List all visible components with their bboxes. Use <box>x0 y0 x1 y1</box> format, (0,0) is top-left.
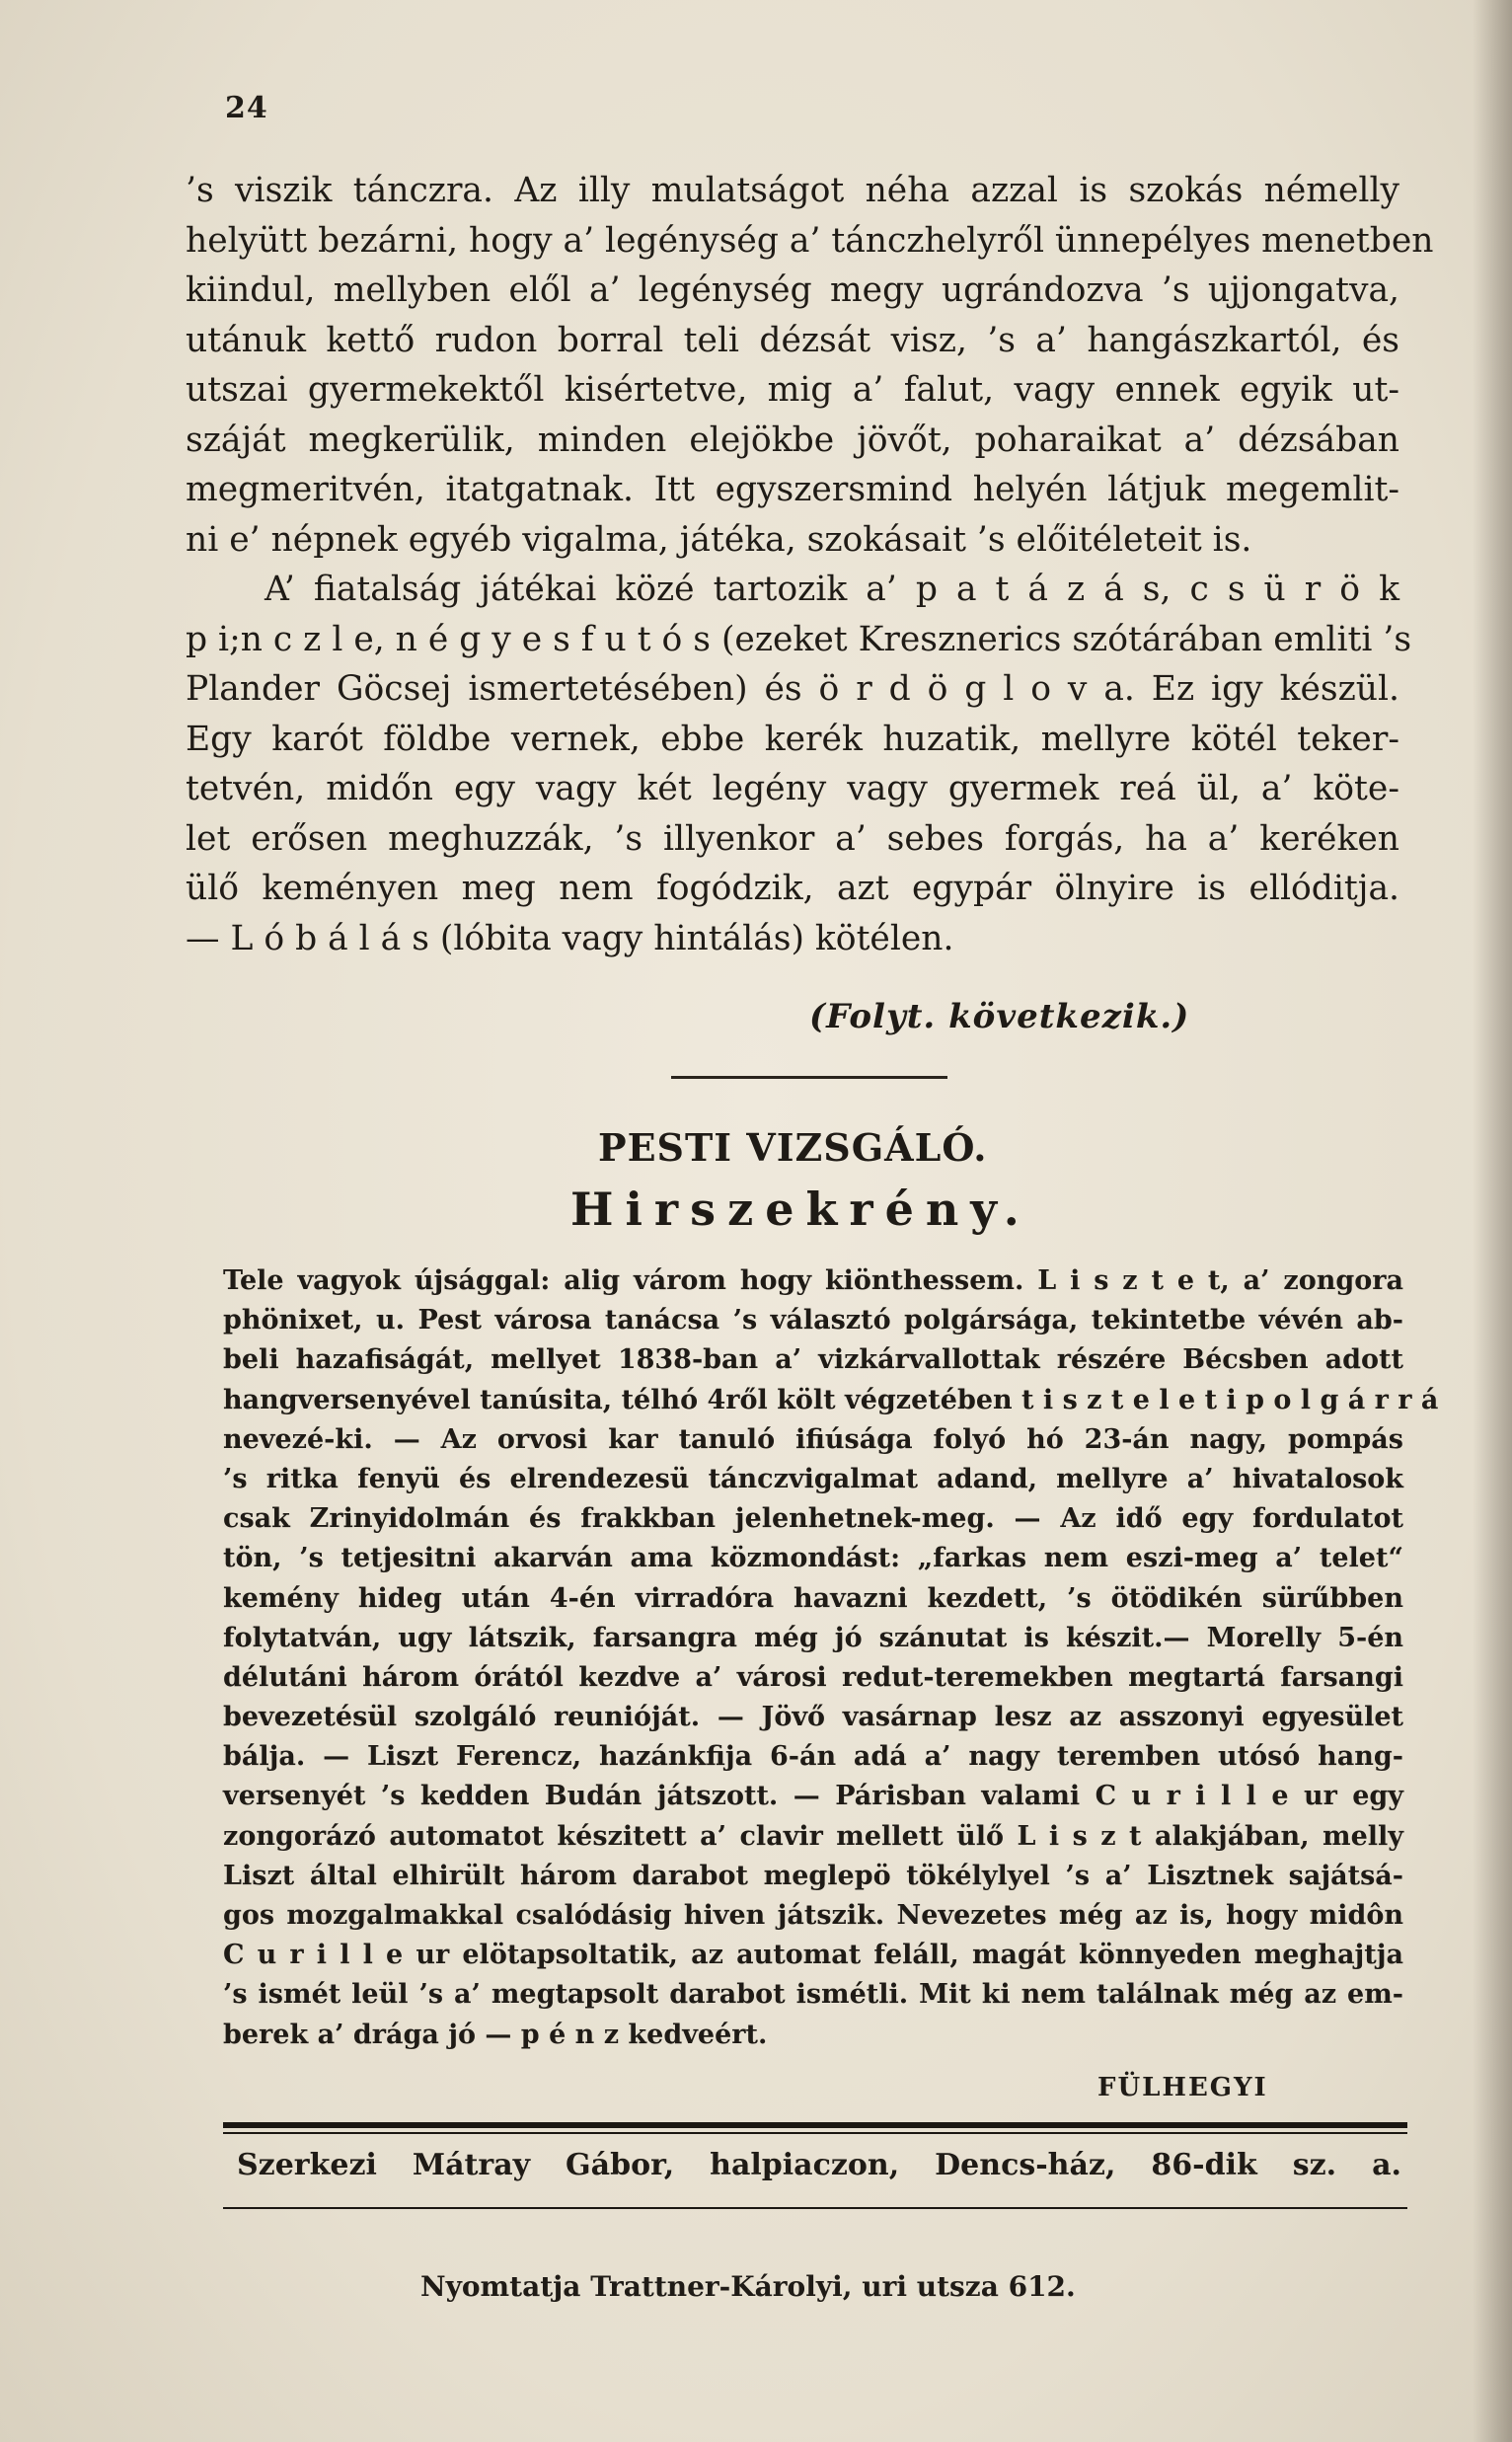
news-line: hangversenyével tanúsita, télhó 4ről költ végzetében t i s z t e l e t i p o l g á r r á <box>223 1384 1439 1415</box>
body-line: let erősen meghuzzák, ’s illyenkor a’ sebes forgás, ha a’ keréken <box>186 818 1399 859</box>
body-line: ülő keményen meg nem fogódzik, azt egypár ölnyire is ellóditja. <box>186 869 1399 908</box>
page-edge-shadow <box>1473 0 1512 2442</box>
news-line: kemény hideg után 4-én virradóra havazni kezdett, ’s ötödikén sürűbben <box>223 1582 1403 1614</box>
body-line: utánuk kettő rudon borral teli dézsát visz, ’s a’ hangászkartól, és <box>186 320 1399 360</box>
body-line: utszai gyermekektől kisértetve, mig a’ falut, vagy ennek egyik ut- <box>186 370 1399 410</box>
news-line: phönixet, u. Pest városa tanácsa ’s választó polgársága, tekintetbe vévén ab- <box>223 1305 1403 1336</box>
news-line: bevezetésül szolgáló reunióját. — Jövő vasárnap lesz az asszonyi egyesület <box>223 1702 1403 1733</box>
body-line: helyütt bezárni, hogy a’ legénység a’ tánczhelyről ünnepélyes menetben <box>186 220 1434 261</box>
body-line: A’ fiatalság játékai közé tartozik a’ p a t á z á s, c s ü r ö k <box>265 570 1399 609</box>
news-line: csak Zrinyidolmán és frakkban jelenhetnek-meg. — Az idő egy fordulatot <box>223 1503 1403 1535</box>
editor-imprint: Szerkezi Mátray Gábor, halpiaczon, Dencs-ház, 86-dik sz. a. <box>237 2148 1401 2182</box>
news-line: zongorázó automatot készitett a’ clavir mellett ülő L i s z t alakjában, melly <box>223 1820 1403 1852</box>
news-line: Liszt által elhirült három darabot meglepö tökélylyel ’s a’ Lisztnek sajátsá- <box>223 1860 1403 1891</box>
body-line: p i;n c z l e, n é g y e s f u t ó s (ezeket Kresznerics szótárában emliti ’s <box>186 619 1412 659</box>
continued-note: (Folyt. következik.) <box>809 997 1190 1036</box>
printer-imprint: Nyomtatja Trattner-Károlyi, uri utsza 612. <box>420 2270 1076 2303</box>
section-subheading: Hirszekrény. <box>570 1183 1031 1236</box>
body-line: ni e’ népnek egyéb vigalma, játéka, szokásait ’s előitéleteit is. <box>186 519 1252 560</box>
news-line: folytatván, ugy látszik, farsangra még jó szánutat is készit.— Morelly 5-én <box>223 1622 1403 1653</box>
footer-rule-thin <box>223 2132 1407 2134</box>
news-line: ’s ismét leül ’s a’ megtapsolt darabot ismétli. Mit ki nem találnak még az em- <box>223 1979 1403 2011</box>
article-body <box>186 166 1434 963</box>
body-line: megmeritvén, itatgatnak. Itt egyszersmind helyén látjuk megemlit- <box>186 470 1399 509</box>
body-line: ’s viszik tánczra. Az illy mulatságot néha azzal is szokás némelly <box>186 171 1399 210</box>
news-line: délutáni három órától kezdve a’ városi redut-teremekben megtartá farsangi <box>223 1661 1403 1693</box>
body-line: Plander Göcsej ismertetésében) és ö r d ö g l o v a. Ez igy készül. <box>186 669 1399 709</box>
body-line: Egy karót földbe vernek, ebbe kerék huzatik, mellyre kötél teker- <box>186 719 1399 759</box>
footer-rule-thick <box>223 2122 1407 2128</box>
news-line: nevezé-ki. — Az orvosi kar tanuló ifiúsága folyó hó 23-án nagy, pompás <box>223 1423 1403 1455</box>
body-line: — L ó b á l á s (lóbita vagy hintálás) kötélen. <box>186 918 954 958</box>
news-line: bálja. — Liszt Ferencz, hazánkfija 6-án adá a’ nagy teremben utósó hang- <box>223 1741 1403 1773</box>
page-number: 24 <box>225 91 268 125</box>
news-line: Tele vagyok újsággal: alig várom hogy kiönthessem. L i s z t e t, a’ zongora <box>223 1265 1403 1296</box>
section-heading: PESTI VIZSGÁLÓ. <box>598 1125 988 1170</box>
news-column <box>223 1261 1439 2055</box>
author-signature: FÜLHEGYI <box>1097 2073 1268 2102</box>
news-line: berek a’ drága jó — p é n z kedveért. <box>223 2019 768 2050</box>
news-line: ’s ritka fenyü és elrendezesü tánczvigalmat adand, mellyre a’ hivatalosok <box>223 1463 1403 1494</box>
news-line: tön, ’s tetjesitni akarván ama közmondást: „farkas nem eszi-meg a’ telet“ <box>223 1543 1403 1574</box>
body-line: tetvén, midőn egy vagy két legény vagy gyermek reá ül, a’ köte- <box>186 769 1399 808</box>
body-line: kiindul, mellyben elől a’ legénység megy ugrándozva ’s ujjongatva, <box>186 270 1399 310</box>
body-line: száját megkerülik, minden elejökbe jövőt, poharaikat a’ dézsában <box>186 420 1399 460</box>
news-line: gos mozgalmakkal csalódásig hiven játszik. Nevezetes még az is, hogy midôn <box>223 1900 1403 1931</box>
news-line: beli hazafiságát, mellyet 1838-ban a’ vizkárvallottak részére Bécsben adott <box>223 1344 1403 1376</box>
news-line: C u r i l l e ur elötapsoltatik, az automat feláll, magát könnyeden meghajtja <box>223 1940 1403 1971</box>
separator-rule <box>671 1076 947 1079</box>
news-line: versenyét ’s kedden Budán játszott. — Párisban valami C u r i l l e ur egy <box>223 1781 1403 1812</box>
footer-rule-bottom <box>223 2207 1407 2209</box>
